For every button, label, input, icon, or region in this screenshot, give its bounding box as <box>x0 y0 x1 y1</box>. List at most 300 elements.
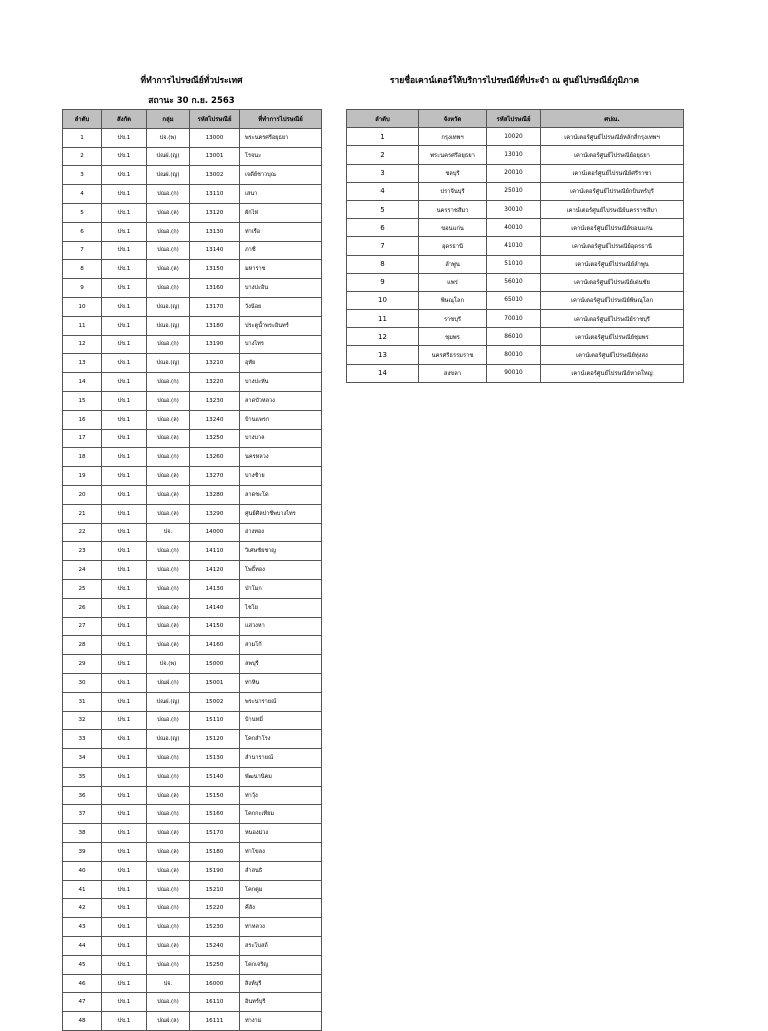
table-cell: 8 <box>63 260 102 279</box>
table-cell: ปจ. <box>147 974 190 993</box>
table-cell: วิเศษชัยชาญ <box>240 542 322 561</box>
table-cell: ปข.1 <box>102 222 147 241</box>
table-cell: 13002 <box>190 166 240 185</box>
table-cell: ปณอ.(ก) <box>147 561 190 580</box>
table-cell: 15110 <box>190 711 240 730</box>
table-cell: 9 <box>63 279 102 298</box>
table-cell: 47 <box>63 993 102 1012</box>
table-cell: 1 <box>347 128 419 146</box>
table-cell: ปข.1 <box>102 861 147 880</box>
table-cell: ปณอ.(ก) <box>147 335 190 354</box>
table-row <box>63 974 322 993</box>
table-cell: 3 <box>63 166 102 185</box>
table-cell: 13001 <box>190 147 240 166</box>
table-cell: 13 <box>63 354 102 373</box>
table-cell: เคาน์เตอร์ศูนย์ไปรษณีย์พิษณุโลก <box>541 291 684 309</box>
table-cell: ปข.1 <box>102 297 147 316</box>
table-cell: 21 <box>63 504 102 523</box>
table-cell: อ่างทอง <box>240 523 322 542</box>
table-cell: ลำนารายณ์ <box>240 749 322 768</box>
table-cell: ขอนแก่น <box>419 219 487 237</box>
table-cell: มหาราช <box>240 260 322 279</box>
table-cell: 70010 <box>487 310 541 328</box>
table-cell: ปณอ.(ก) <box>147 767 190 786</box>
column-header: รหัสไปรษณีย์ <box>487 110 541 128</box>
table-cell: 51010 <box>487 255 541 273</box>
table-cell: 18 <box>63 448 102 467</box>
table-cell: 39 <box>63 843 102 862</box>
table-row <box>63 335 322 354</box>
table-cell: หนองม่วง <box>240 824 322 843</box>
table-cell: เคาน์เตอร์ศูนย์ไปรษณีย์ศรีราชา <box>541 164 684 182</box>
table-cell: ปณอ.(ก) <box>147 955 190 974</box>
table-cell: ปข.1 <box>102 128 147 147</box>
table-cell: 42 <box>63 899 102 918</box>
table-cell: 29 <box>63 655 102 674</box>
table-cell: ท่างาม <box>240 1012 322 1031</box>
table-cell: ปข.1 <box>102 955 147 974</box>
table-cell: ปณอ.(ล) <box>147 786 190 805</box>
table-cell: 13150 <box>190 260 240 279</box>
table-cell: ปณอ.(ก) <box>147 711 190 730</box>
table-cell: 56010 <box>487 273 541 291</box>
table-cell: 35 <box>63 767 102 786</box>
table-cell: 26 <box>63 598 102 617</box>
table-cell: 13240 <box>190 410 240 429</box>
table-cell: พัฒนานิคม <box>240 767 322 786</box>
table-row <box>63 260 322 279</box>
table-cell: ปข.1 <box>102 692 147 711</box>
table-cell: ปณอ.(ล) <box>147 485 190 504</box>
table-cell: ปข.1 <box>102 843 147 862</box>
table-cell: ปข.1 <box>102 448 147 467</box>
table-cell: ป่าโมก <box>240 579 322 598</box>
table-row <box>347 164 684 182</box>
table-cell: ปข.1 <box>102 410 147 429</box>
table-cell: 65010 <box>487 291 541 309</box>
table-cell: ปข.1 <box>102 373 147 392</box>
table-row <box>347 219 684 237</box>
table-cell: ชลบุรี <box>419 164 487 182</box>
table-cell: 15150 <box>190 786 240 805</box>
table-cell: 16111 <box>190 1012 240 1031</box>
table-cell: 15240 <box>190 937 240 956</box>
table-cell: ปณอ.(ล) <box>147 861 190 880</box>
table-row <box>63 128 322 147</box>
table-cell: 17 <box>63 429 102 448</box>
table-cell: ปข.1 <box>102 579 147 598</box>
table-cell: ปข.1 <box>102 354 147 373</box>
header-row <box>63 110 322 129</box>
table-cell: ท่าโขลง <box>240 843 322 862</box>
table-cell: โคกกะเทียม <box>240 805 322 824</box>
table-cell: อุดรธานี <box>419 237 487 255</box>
table-cell: ปข.1 <box>102 974 147 993</box>
table-cell: 15190 <box>190 861 240 880</box>
table-cell: ราชบุรี <box>419 310 487 328</box>
table-cell: บางบาล <box>240 429 322 448</box>
table-cell: 13160 <box>190 279 240 298</box>
table-cell: เคาน์เตอร์ศูนย์ไปรษณีย์อยุธยา <box>541 146 684 164</box>
table-cell: 6 <box>63 222 102 241</box>
table-cell: 4 <box>347 182 419 200</box>
table-cell: ปข.1 <box>102 429 147 448</box>
table-cell: 25 <box>63 579 102 598</box>
table-row <box>63 955 322 974</box>
column-header: กลุ่ม <box>147 110 190 129</box>
table-cell: ปณอ.(ก) <box>147 579 190 598</box>
table-row <box>63 279 322 298</box>
table-cell: ปข.1 <box>102 880 147 899</box>
table-cell: ปณอ.(ก) <box>147 373 190 392</box>
table-cell: สามโก้ <box>240 636 322 655</box>
column-header: ลำดับ <box>63 110 102 129</box>
table-cell: 90010 <box>487 364 541 382</box>
column-header: ที่ทำการไปรษณีย์ <box>240 110 322 129</box>
table-cell: โคกสำโรง <box>240 730 322 749</box>
table-cell: ปข.1 <box>102 673 147 692</box>
table-cell: 36 <box>63 786 102 805</box>
table-cell: ปข.1 <box>102 993 147 1012</box>
table-cell: ปข.1 <box>102 166 147 185</box>
table-cell: 13260 <box>190 448 240 467</box>
table-cell: โรจนะ <box>240 147 322 166</box>
table-row <box>63 899 322 918</box>
table-cell: 14150 <box>190 617 240 636</box>
left-table-subtitle: สถานะ 30 ก.ย. 2563 <box>148 96 235 106</box>
table-cell: 13280 <box>190 485 240 504</box>
table-row <box>63 467 322 486</box>
table-cell: 13230 <box>190 391 240 410</box>
table-cell: 22 <box>63 523 102 542</box>
table-cell: แสวงหา <box>240 617 322 636</box>
table-cell: 86010 <box>487 328 541 346</box>
table-cell: ปข.1 <box>102 185 147 204</box>
table-cell: 16000 <box>190 974 240 993</box>
table-cell: ปณอ.(ล) <box>147 636 190 655</box>
table-cell: 15002 <box>190 692 240 711</box>
table-cell: 15180 <box>190 843 240 862</box>
table-cell: เสนา <box>240 185 322 204</box>
post-office-table-body <box>63 128 322 1030</box>
table-cell: 27 <box>63 617 102 636</box>
table-cell: ปณอ.(ก) <box>147 222 190 241</box>
table-cell: 30 <box>63 673 102 692</box>
table-cell: 41 <box>63 880 102 899</box>
table-row <box>63 485 322 504</box>
table-cell: ปข.1 <box>102 824 147 843</box>
table-row <box>63 598 322 617</box>
table-cell: ปณอ.(ล) <box>147 843 190 862</box>
table-cell: พระนครศรีอยุธยา <box>240 128 322 147</box>
table-cell: 6 <box>347 219 419 237</box>
table-cell: 8 <box>347 255 419 273</box>
table-cell: ลาดชะโด <box>240 485 322 504</box>
table-row <box>347 255 684 273</box>
table-cell: นครศรีธรรมราช <box>419 346 487 364</box>
table-row <box>347 273 684 291</box>
table-cell: 10 <box>63 297 102 316</box>
table-cell: วังน้อย <box>240 297 322 316</box>
table-cell: 14160 <box>190 636 240 655</box>
table-cell: 5 <box>347 200 419 218</box>
table-cell: บางไทร <box>240 335 322 354</box>
table-cell: 48 <box>63 1012 102 1031</box>
table-cell: เคาน์เตอร์ศูนย์ไปรษณีย์อุดรธานี <box>541 237 684 255</box>
table-row <box>63 354 322 373</box>
table-cell: พระนครศรีอยุธยา <box>419 146 487 164</box>
table-cell: 15000 <box>190 655 240 674</box>
table-cell: ปณฝ.(ญ) <box>147 147 190 166</box>
table-cell: ท่าเรือ <box>240 222 322 241</box>
table-cell: 13110 <box>190 185 240 204</box>
table-cell: ปข.1 <box>102 1012 147 1031</box>
table-row <box>63 523 322 542</box>
table-row <box>347 310 684 328</box>
table-row <box>63 937 322 956</box>
table-cell: ปข.1 <box>102 636 147 655</box>
table-cell: โพธิ์ทอง <box>240 561 322 580</box>
table-cell: 2 <box>63 147 102 166</box>
table-cell: 31 <box>63 692 102 711</box>
table-cell: เคาน์เตอร์ศูนย์ไปรษณีย์เด่นชัย <box>541 273 684 291</box>
table-row <box>63 805 322 824</box>
table-cell: ลาดบัวหลวง <box>240 391 322 410</box>
table-cell: ปราจีนบุรี <box>419 182 487 200</box>
table-cell: เจดีย์ชาวบุณ <box>240 166 322 185</box>
table-cell: 14 <box>347 364 419 382</box>
header-row <box>347 110 684 128</box>
table-cell: 2 <box>347 146 419 164</box>
table-cell: 40 <box>63 861 102 880</box>
table-row <box>347 364 684 382</box>
table-cell: ปข.1 <box>102 523 147 542</box>
table-cell: 13000 <box>190 128 240 147</box>
table-cell: ลพบุรี <box>240 655 322 674</box>
table-cell: ปข.1 <box>102 899 147 918</box>
table-cell: ปณอ.(ก) <box>147 185 190 204</box>
table-cell: ปณอ.(ก) <box>147 241 190 260</box>
table-cell: 13120 <box>190 203 240 222</box>
table-cell: ปข.1 <box>102 561 147 580</box>
table-cell: โคกตูม <box>240 880 322 899</box>
table-row <box>63 918 322 937</box>
table-row <box>347 237 684 255</box>
table-cell: ปณอ.(ล) <box>147 260 190 279</box>
table-cell: 15250 <box>190 955 240 974</box>
table-cell: ปณอ.(ก) <box>147 279 190 298</box>
table-cell: 13130 <box>190 222 240 241</box>
table-row <box>63 843 322 862</box>
table-cell: 14120 <box>190 561 240 580</box>
table-cell: ปข.1 <box>102 147 147 166</box>
table-cell: 10 <box>347 291 419 309</box>
table-cell: 43 <box>63 918 102 937</box>
table-cell: บางปะหัน <box>240 373 322 392</box>
table-row <box>63 579 322 598</box>
table-row <box>347 128 684 146</box>
table-cell: ปณอ.(ล) <box>147 824 190 843</box>
column-header: จังหวัด <box>419 110 487 128</box>
table-cell: ปข.1 <box>102 504 147 523</box>
table-row <box>63 561 322 580</box>
left-table-title: ที่ทำการไปรษณีย์ทั่วประเทศ <box>140 76 243 86</box>
table-row <box>63 504 322 523</box>
table-cell: 13140 <box>190 241 240 260</box>
table-cell: 12 <box>347 328 419 346</box>
table-cell: ปข.1 <box>102 767 147 786</box>
table-cell: บ้านหมี่ <box>240 711 322 730</box>
table-cell: ท่าหลวง <box>240 918 322 937</box>
table-row <box>63 636 322 655</box>
table-cell: อินทร์บุรี <box>240 993 322 1012</box>
table-row <box>63 1012 322 1031</box>
table-cell: 15120 <box>190 730 240 749</box>
table-cell: 38 <box>63 824 102 843</box>
table-cell: ปณอ.(ก) <box>147 749 190 768</box>
regional-counter-table-body <box>347 128 684 383</box>
table-cell: 12 <box>63 335 102 354</box>
table-cell: 14130 <box>190 579 240 598</box>
table-cell: 41010 <box>487 237 541 255</box>
table-row <box>63 448 322 467</box>
column-header: รหัสไปรษณีย์ <box>190 110 240 129</box>
table-cell: ปจ.(พ) <box>147 655 190 674</box>
table-row <box>63 861 322 880</box>
table-cell: 13250 <box>190 429 240 448</box>
table-cell: ปข.1 <box>102 203 147 222</box>
table-cell: 14 <box>63 373 102 392</box>
table-row <box>63 222 322 241</box>
table-cell: 13170 <box>190 297 240 316</box>
table-cell: ปณอ.(ก) <box>147 542 190 561</box>
table-cell: เคาน์เตอร์ศูนย์ไปรษณีย์ลำพูน <box>541 255 684 273</box>
table-cell: ปข.1 <box>102 655 147 674</box>
table-row <box>63 429 322 448</box>
table-cell: ปณอ.(ก) <box>147 899 190 918</box>
table-cell: ลำสนธิ <box>240 861 322 880</box>
table-cell: 15140 <box>190 767 240 786</box>
table-row <box>63 993 322 1012</box>
table-cell: โคกเจริญ <box>240 955 322 974</box>
table-cell: 15160 <box>190 805 240 824</box>
table-cell: แพร่ <box>419 273 487 291</box>
table-cell: ปข.1 <box>102 260 147 279</box>
table-row <box>63 824 322 843</box>
table-row <box>63 185 322 204</box>
table-cell: ปข.1 <box>102 786 147 805</box>
table-cell: ศูนย์ศิลปาชีพบางไทร <box>240 504 322 523</box>
table-cell: ไชโย <box>240 598 322 617</box>
table-cell: เคาน์เตอร์ศูนย์ไปรษณีย์ราชบุรี <box>541 310 684 328</box>
table-cell: 24 <box>63 561 102 580</box>
table-row <box>63 316 322 335</box>
table-cell: ประตูน้ำพระอินทร์ <box>240 316 322 335</box>
table-cell: 15 <box>63 391 102 410</box>
table-cell: ปณฝ.(ก) <box>147 673 190 692</box>
table-cell: สงขลา <box>419 364 487 382</box>
table-cell: ท่าวุ้ง <box>240 786 322 805</box>
table-cell: เคาน์เตอร์ศูนย์ไปรษณีย์หาดใหญ่ <box>541 364 684 382</box>
table-row <box>63 542 322 561</box>
table-row <box>347 328 684 346</box>
table-cell: บ้านแพรก <box>240 410 322 429</box>
table-cell: 20010 <box>487 164 541 182</box>
table-cell: 32 <box>63 711 102 730</box>
table-cell: ชุมพร <box>419 328 487 346</box>
table-cell: 15130 <box>190 749 240 768</box>
table-cell: ปข.1 <box>102 279 147 298</box>
table-cell: ปข.1 <box>102 918 147 937</box>
table-cell: 15001 <box>190 673 240 692</box>
table-cell: ปข.1 <box>102 598 147 617</box>
table-row <box>63 147 322 166</box>
table-row <box>63 373 322 392</box>
table-cell: 37 <box>63 805 102 824</box>
table-cell: ปณอ.(ก) <box>147 391 190 410</box>
table-row <box>347 146 684 164</box>
table-row <box>63 749 322 768</box>
table-cell: ภาชี <box>240 241 322 260</box>
table-cell: เคาน์เตอร์ศูนย์ไปรษณีย์ทุ่งสง <box>541 346 684 364</box>
table-cell: เคาน์เตอร์ศูนย์ไปรษณีย์กบินทร์บุรี <box>541 182 684 200</box>
table-cell: 15220 <box>190 899 240 918</box>
table-row <box>63 767 322 786</box>
table-cell: บางซ้าย <box>240 467 322 486</box>
table-cell: 30010 <box>487 200 541 218</box>
table-row <box>63 655 322 674</box>
table-cell: ปณอ.(ก) <box>147 880 190 899</box>
table-cell: สระโบสถ์ <box>240 937 322 956</box>
table-cell: 14000 <box>190 523 240 542</box>
table-cell: 19 <box>63 467 102 486</box>
table-cell: 13010 <box>487 146 541 164</box>
column-header: ลำดับ <box>347 110 419 128</box>
table-row <box>63 692 322 711</box>
table-cell: 4 <box>63 185 102 204</box>
table-cell: 44 <box>63 937 102 956</box>
table-cell: 23 <box>63 542 102 561</box>
table-cell: ปณฝ.(ล) <box>147 1012 190 1031</box>
table-row <box>63 673 322 692</box>
table-cell: ปณอ.(ญ) <box>147 730 190 749</box>
regional-counter-table <box>346 109 684 383</box>
table-cell: 7 <box>63 241 102 260</box>
table-row <box>63 410 322 429</box>
table-cell: ลำพูน <box>419 255 487 273</box>
table-cell: ปณอ.(ล) <box>147 598 190 617</box>
table-cell: 25010 <box>487 182 541 200</box>
column-header: ศปณ. <box>541 110 684 128</box>
table-row <box>63 617 322 636</box>
table-row <box>63 203 322 222</box>
table-cell: บางปะอิน <box>240 279 322 298</box>
table-cell: 13 <box>347 346 419 364</box>
table-cell: 5 <box>63 203 102 222</box>
table-cell: 16 <box>63 410 102 429</box>
table-cell: 16110 <box>190 993 240 1012</box>
table-cell: 7 <box>347 237 419 255</box>
table-cell: สิงห์บุรี <box>240 974 322 993</box>
table-cell: ปณอ.(ก) <box>147 918 190 937</box>
table-cell: ปข.1 <box>102 542 147 561</box>
table-cell: คึลัง <box>240 899 322 918</box>
table-cell: เคาน์เตอร์ศูนย์ไปรษณีย์ขอนแก่น <box>541 219 684 237</box>
table-cell: 13180 <box>190 316 240 335</box>
table-cell: 11 <box>347 310 419 328</box>
table-cell: 10020 <box>487 128 541 146</box>
table-cell: ปณอ.(ก) <box>147 805 190 824</box>
